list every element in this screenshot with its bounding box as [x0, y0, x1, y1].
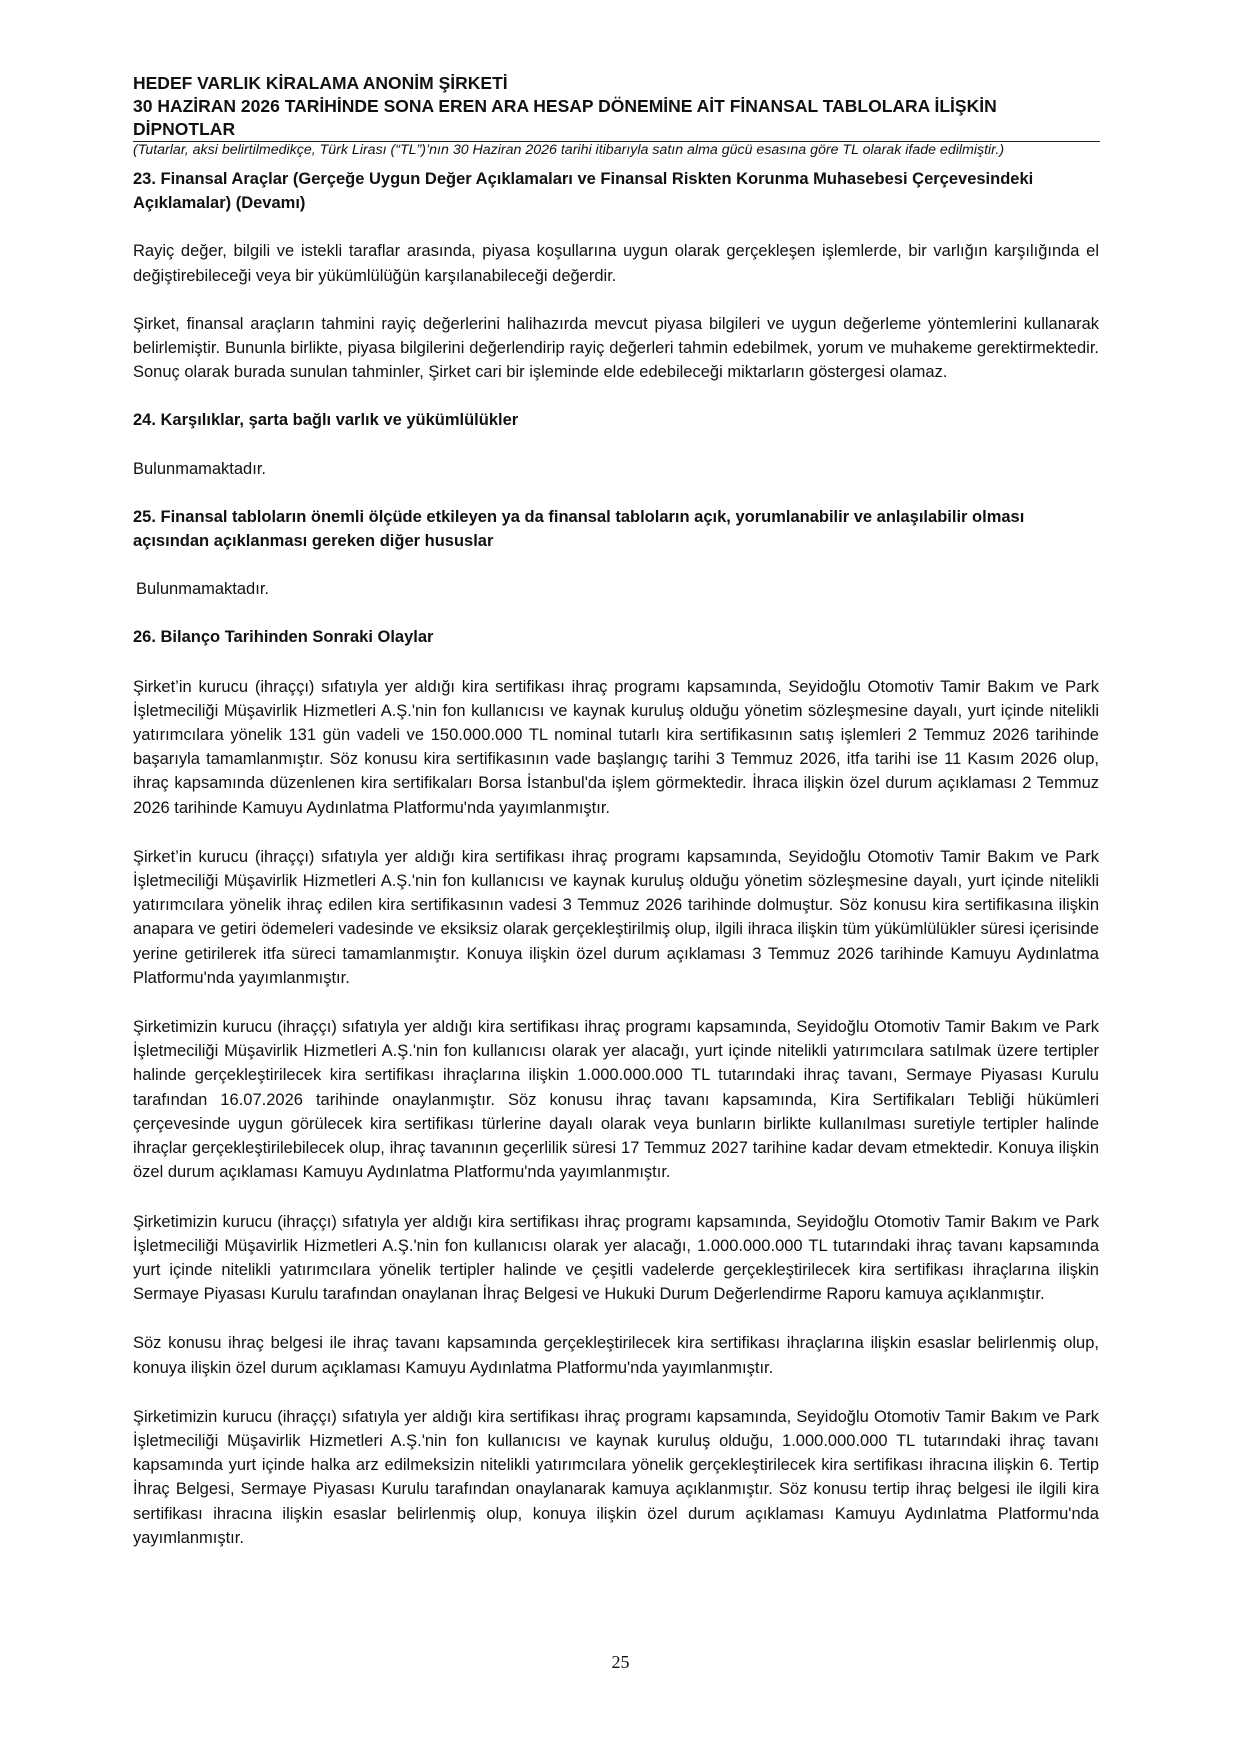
section-25-title: 25. Finansal tabloların önemli ölçüde etkileyen ya da finansal tabloların açık, yorumlanabilir ve anlaşılabilir olması açısından açıklanması gereken diğer hususlar	[133, 507, 1025, 551]
header-divider	[133, 141, 1100, 142]
section-26-paragraph-6: Şirketimizin kurucu (ihraççı) sıfatıyla yer aldığı kira sertifikası ihraç programı kapsamında, Seyidoğlu Otomotiv Tamir Bakım ve Park İşletmeciliği Müşavirlik Hizmetleri A.Ş.'nin fon kullanıcısı ve kaynak kuruluş olduğu, 1.000.000.000 TL tutarındaki ihraç tavanı kapsamında yurt içinde halka arz edilmeksizin nitelikli yatırımcılara yönelik gerçekleştirilecek kira sertifikası ihracına ilişkin 6. Tertip İhraç Belgesi, Sermaye Piyasası Kurulu tarafından onaylanarak kamuya açıklanmıştır. Söz konusu tertip ihraç belgesi ile ilgili kira sertifikası ihracına ilişkin esaslar belirlenmiş olup, konuya ilişkin özel durum açıklaması Kamuyu Aydınlatma Platformu'nda yayımlanmıştır.	[133, 1407, 1099, 1547]
page-header	[133, 72, 1099, 160]
report-title: 30 HAZİRAN 2026 TARİHİNDE SONA EREN ARA HESAP DÖNEMİNE AİT FİNANSAL TABLOLARA İLİŞKİN DİPNOTLAR	[133, 96, 997, 139]
section-26-paragraph-2: Şirket’in kurucu (ihraççı) sıfatıyla yer aldığı kira sertifikası ihraç programı kapsamında, Seyidoğlu Otomotiv Tamir Bakım ve Park İşletmeciliği Müşavirlik Hizmetleri A.Ş.'nin fon kullanıcısı ve kaynak kuruluş olduğu yönetim sözleşmesine dayalı, yurt içinde nitelikli yatırımcılara yönelik ihraç edilen kira sertifikasının vadesi 3 Temmuz 2026 tarihinde dolmuştur. Söz konusu kira sertifikasına ilişkin anapara ve getiri ödemeleri vadesinde ve eksiksiz olarak gerçekleştirilmiş olup, ilgili ihraca ilişkin tüm yükümlülükler süresi içerisinde yerine getirilerek itfa süreci tamamlanmıştır. Konuya ilişkin özel durum açıklaması 3 Temmuz 2026 tarihinde Kamuyu Aydınlatma Platformu'nda yayımlanmıştır.	[133, 847, 1099, 987]
section-26-paragraph-4: Şirketimizin kurucu (ihraççı) sıfatıyla yer aldığı kira sertifikası ihraç programı kapsamında, Seyidoğlu Otomotiv Tamir Bakım ve Park İşletmeciliği Müşavirlik Hizmetleri A.Ş.'nin fon kullanıcısı olarak yer alacağı, 1.000.000.000 TL tutarındaki ihraç tavanı kapsamında yurt içinde nitelikli yatırımcılara yönelik tertipler halinde ve çeşitli vadelerde gerçekleştirilecek kira sertifikası ihraçlarına ilişkin Sermaye Piyasası Kurulu tarafından onaylanan İhraç Belgesi ve Hukuki Durum Değerlendirme Raporu kamuya açıklanmıştır.	[133, 1212, 1099, 1304]
section-26-paragraph-5: Söz konusu ihraç belgesi ile ihraç tavanı kapsamında gerçekleştirilecek kira sertifikası ihraçlarına ilişkin esaslar belirlenmiş olup, konuya ilişkin özel durum açıklaması Kamuyu Aydınlatma Platformu'nda yayımlanmıştır.	[133, 1334, 1099, 1377]
company-name: HEDEF VARLIK KİRALAMA ANONİM ŞİRKETİ	[133, 73, 508, 93]
section-25-paragraph-1: Bulunmamaktadır.	[136, 580, 269, 599]
section-24-paragraph-1: Bulunmamaktadır.	[133, 459, 266, 478]
section-23-title: 23. Finansal Araçlar (Gerçeğe Uygun Değer Açıklamaları ve Finansal Riskten Korunma Muhasebesi Çerçevesindeki Açıklamalar) (Devamı)	[133, 170, 1034, 213]
section-24-title: 24. Karşılıklar, şarta bağlı varlık ve yükümlülükler	[133, 411, 519, 430]
page-number: 25	[611, 1652, 630, 1672]
currency-note: (Tutarlar, aksi belirtilmedikçe, Türk Lirası (“TL”)’nın 30 Haziran 2026 tarihi itibarıyla satın alma gücü esasına göre TL olarak ifade edilmiştir.)	[133, 142, 1005, 158]
page-body	[133, 167, 1099, 1550]
section-23-paragraph-2: Şirket, finansal araçların tahmini rayiç değerlerini halihazırda mevcut piyasa bilgileri ve uygun değerleme yöntemlerini kullanarak belirlemiştir. Bununla birlikte, piyasa bilgilerini değerlendirip rayiç değerleri tahmin edebilmek, yorum ve muhakeme gerektirmektedir. Sonuç olarak burada sunulan tahminler, Şirket cari bir işleminde elde edebileceği miktarların göstergesi olamaz.	[133, 314, 1099, 382]
section-26-title: 26. Bilanço Tarihinden Sonraki Olaylar	[133, 628, 434, 647]
section-26-paragraph-1: Şirket’in kurucu (ihraççı) sıfatıyla yer aldığı kira sertifikası ihraç programı kapsamında, Seyidoğlu Otomotiv Tamir Bakım ve Park İşletmeciliği Müşavirlik Hizmetleri A.Ş.'nin fon kullanıcısı ve kaynak kuruluş olduğu yönetim sözleşmesine dayalı, yurt içinde nitelikli yatırımcılara yönelik 131 gün vadeli ve 150.000.000 TL nominal tutarlı kira sertifikasının satış işlemleri 2 Temmuz 2026 tarihinde başarıyla tamamlanmıştır. Söz konusu kira sertifikasının vade başlangıç tarihi 3 Temmuz 2026, itfa tarihi ise 11 Kasım 2026 olup, ihraç kapsamında düzenlenen kira sertifikaları Borsa İstanbul'da işlem görmektedir. İhraca ilişkin özel durum açıklaması 2 Temmuz 2026 tarihinde Kamuyu Aydınlatma Platformu'nda yayımlanmıştır.	[133, 677, 1099, 817]
section-26-paragraph-3: Şirketimizin kurucu (ihraççı) sıfatıyla yer aldığı kira sertifikası ihraç programı kapsamında, Seyidoğlu Otomotiv Tamir Bakım ve Park İşletmeciliği Müşavirlik Hizmetleri A.Ş.'nin fon kullanıcısı olarak yer alacağı, yurt içinde nitelikli yatırımcılara satılmak üzere tertipler halinde gerçekleştirilecek kira sertifikası ihraçlarına ilişkin 1.000.000.000 TL tutarındaki ihraç tavanı, Sermaye Piyasası Kurulu tarafından 16.07.2026 tarihinde onaylanmıştır. Söz konusu ihraç tavanı kapsamında, Kira Sertifikaları Tebliği hükümleri çerçevesinde uygun görülecek kira sertifikası türlerine dayalı olarak veya bunların birlikte kullanılması suretiyle tertipler halinde ihraçlar gerçekleştirilebilecek olup, ihraç tavanının geçerlilik süresi 17 Temmuz 2027 tarihine kadar devam etmektedir. Konuya ilişkin özel durum açıklaması Kamuyu Aydınlatma Platformu'nda yayımlanmıştır.	[133, 1018, 1099, 1182]
section-23-paragraph-1: Rayiç değer, bilgili ve istekli taraflar arasında, piyasa koşullarına uygun olarak gerçekleşen işlemlerde, bir varlığın karşılığında el değiştirebileceği veya bir yükümlülüğün karşılanabileceği değerdir.	[133, 242, 1099, 285]
